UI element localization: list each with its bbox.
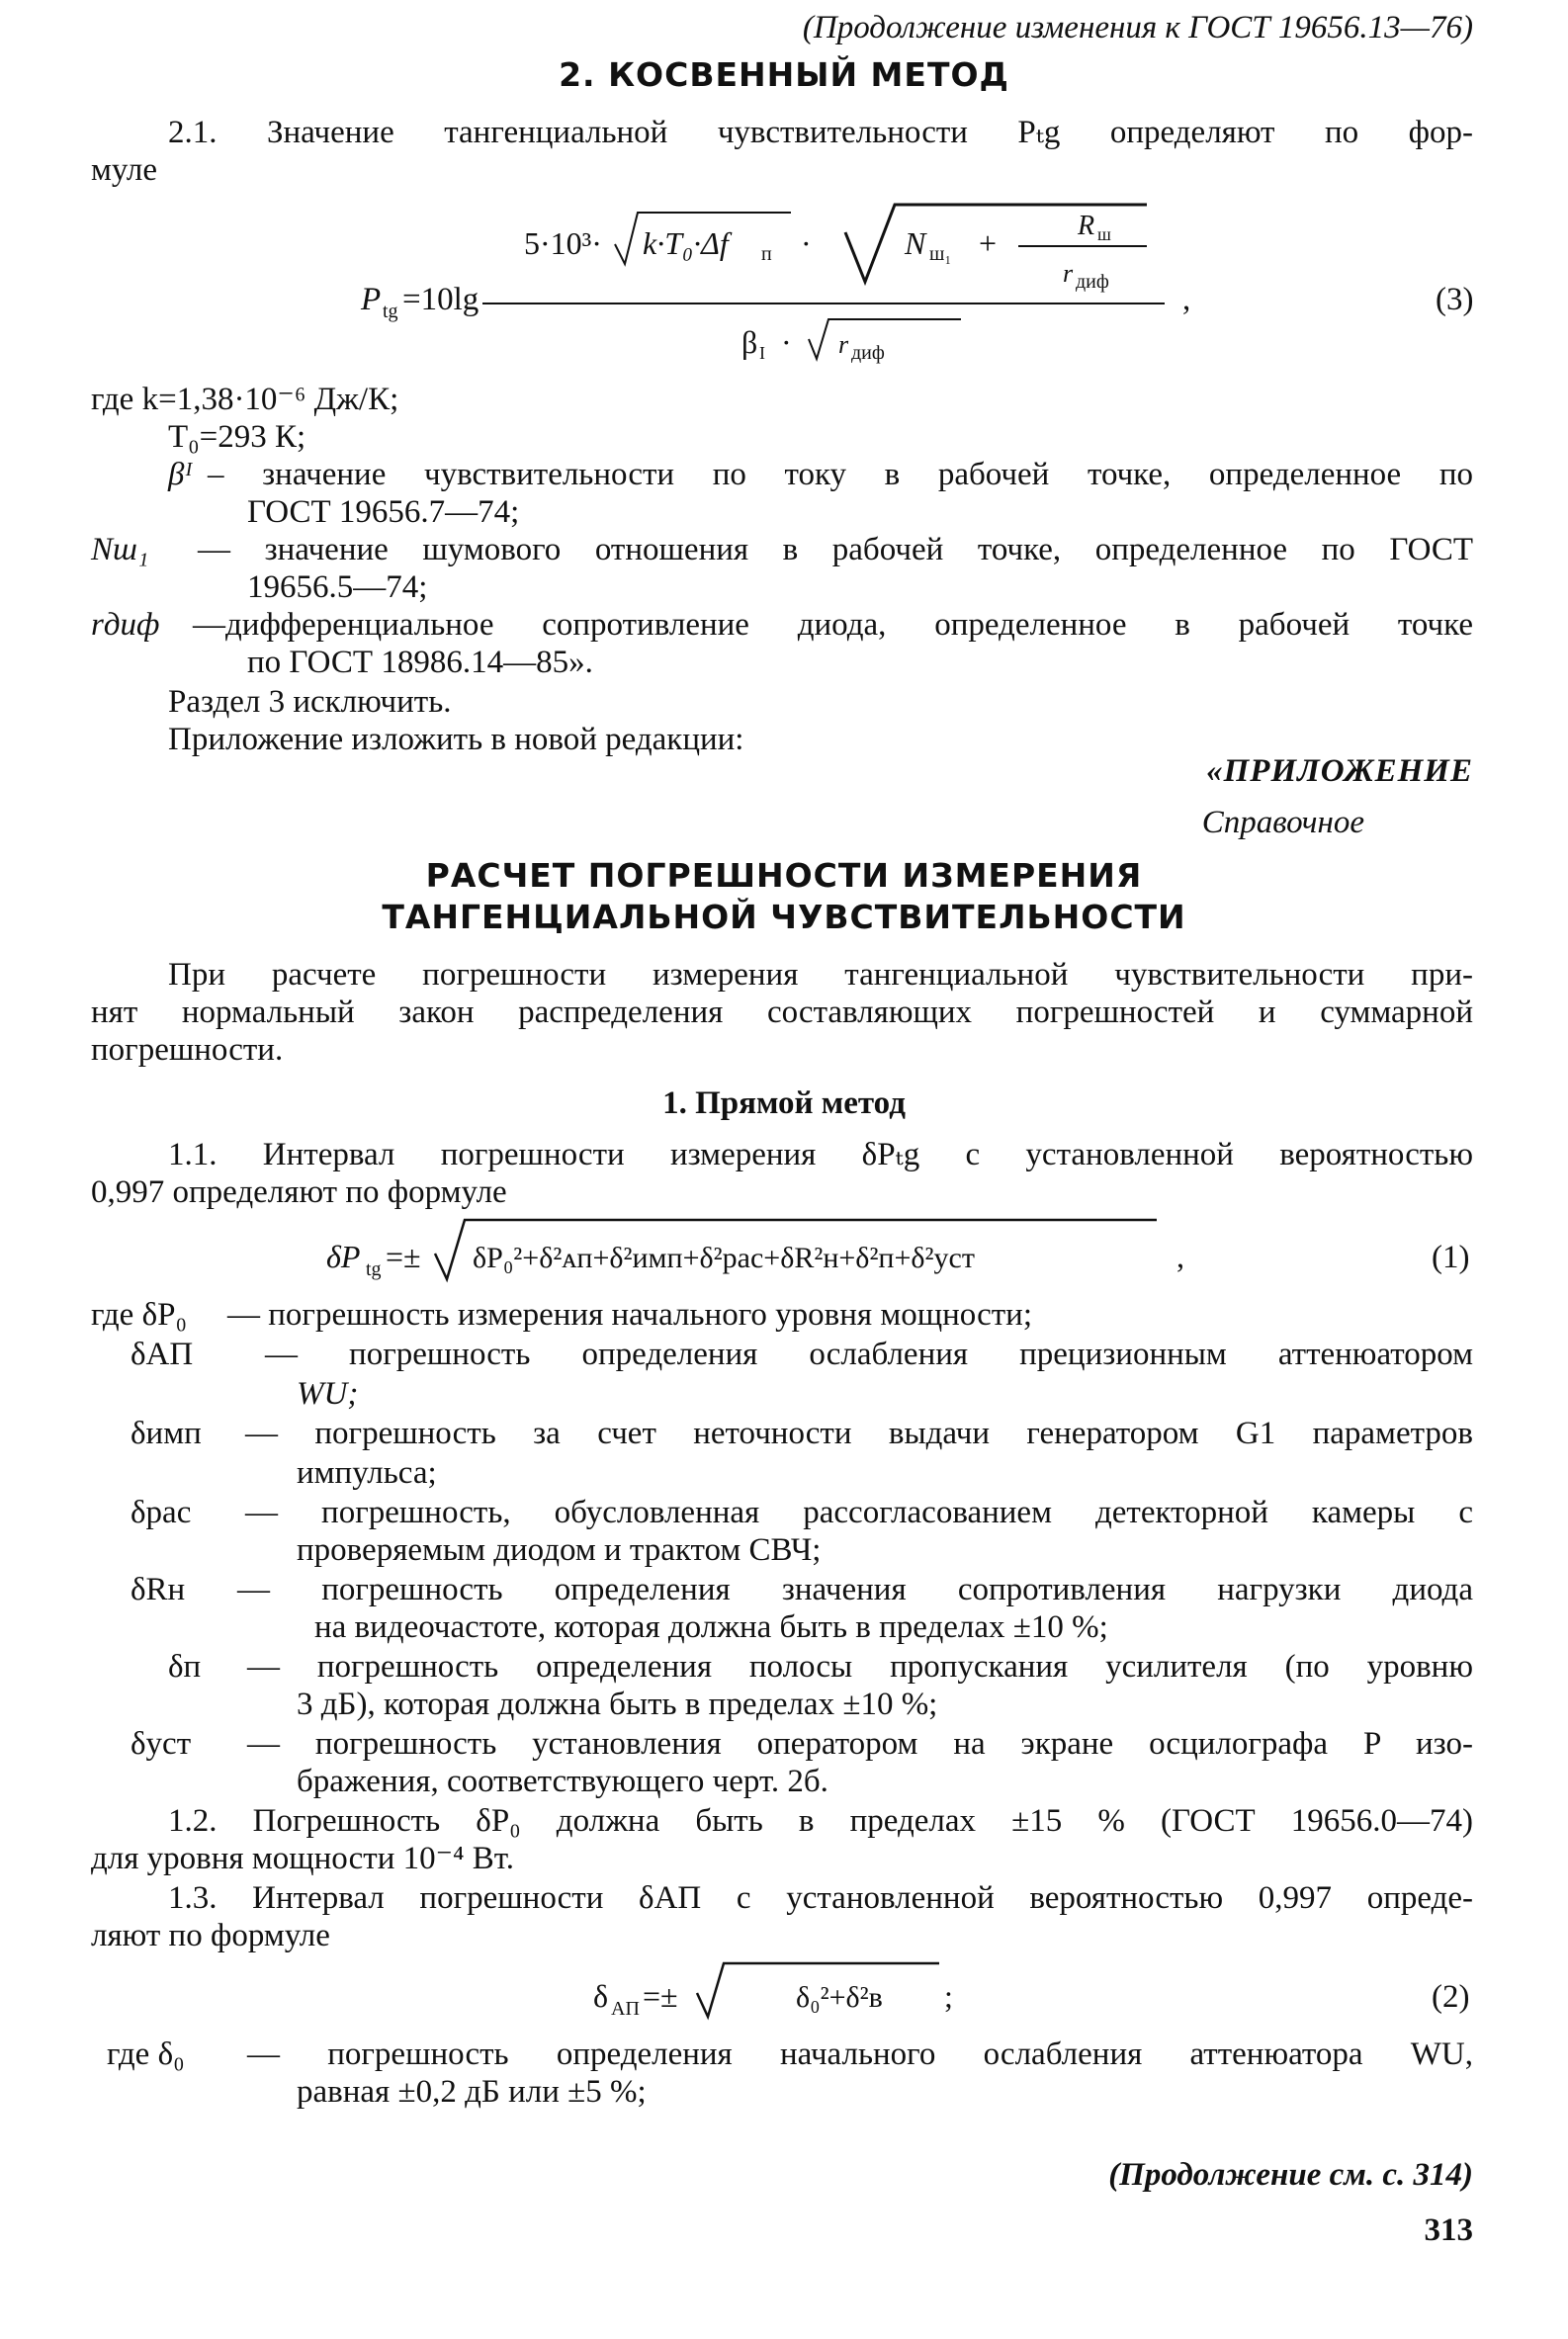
- formula-3-den: β: [741, 324, 758, 360]
- svg-text:·: ·: [801, 225, 812, 261]
- formula-3-lhs: P: [361, 282, 382, 317]
- def1-text-2-line1: — погрешность за счет неточности выдачи генератором G1 параметров: [245, 1416, 1473, 1451]
- def1-sym-2: δимп: [131, 1416, 202, 1451]
- def1-text-4-line2: на видеочастоте, которая должна быть в пределах ±10 %;: [314, 1609, 1108, 1645]
- def1-sym-1: δАП: [131, 1337, 194, 1372]
- svg-text:диф: диф: [851, 342, 885, 364]
- def-sym-n: Nш₁: [91, 532, 149, 567]
- svg-text:диф: диф: [1076, 271, 1109, 293]
- formula-3-num-N: N: [905, 225, 926, 261]
- def1-text-1-line1: — погрешность определения ослабления прецизионным аттенюатором: [265, 1337, 1473, 1372]
- def1-text-0-line1: — погрешность измерения начального уровня мощности;: [227, 1297, 1033, 1333]
- svg-text:;: ;: [944, 1978, 953, 2014]
- paragraph-1-2-line2: для уровня мощности 10⁻⁴ Вт.: [91, 1841, 514, 1876]
- section-title: 2. КОСВЕННЫЙ МЕТОД: [559, 55, 1009, 94]
- intro-line1: При расчете погрешности измерения тангенциальной чувствительности при-: [168, 957, 1473, 993]
- def2-sym: где δ₀: [107, 2036, 185, 2072]
- svg-text:,: ,: [1182, 282, 1191, 317]
- svg-text:r: r: [838, 330, 849, 359]
- def-n-line2: 19656.5—74;: [247, 569, 428, 605]
- note-appendix: Приложение изложить в новой редакции:: [168, 722, 744, 757]
- def-rdif-line2: по ГОСТ 18986.14—85».: [247, 645, 593, 680]
- running-header: (Продолжение изменения к ГОСТ 19656.13—76): [802, 10, 1473, 45]
- def2-line2: равная ±0,2 дБ или ±5 %;: [297, 2074, 647, 2110]
- def-beta-line1: – значение чувствительности по току в рабочей точке, определенное по: [208, 457, 1473, 492]
- paragraph-1-2-line1: 1.2. Погрешность δP₀ должна быть в пределах ±15 % (ГОСТ 19656.0—74): [168, 1803, 1473, 1839]
- formula-1-lhs: δP: [326, 1239, 361, 1274]
- def1-text-5-line1: — погрешность определения полосы пропускания усилителя (по уровню: [247, 1649, 1473, 1685]
- svg-text:+: +: [979, 225, 998, 261]
- svg-text:I: I: [759, 343, 765, 363]
- def-sym-beta: βᴵ: [168, 457, 194, 492]
- formula-2: [0, 1957, 1568, 2027]
- formula-1: [0, 1214, 1568, 1293]
- svg-text:,: ,: [1176, 1239, 1184, 1274]
- paragraph-1-1-line1: 1.1. Интервал погрешности измерения δPₜg с установленной вероятностью: [168, 1137, 1473, 1172]
- svg-text:tg: tg: [366, 1258, 382, 1280]
- svg-text:п: п: [761, 243, 772, 265]
- svg-text:tg: tg: [383, 301, 398, 322]
- def1-text-2-line2: импульса;: [297, 1455, 437, 1491]
- def1-sym-6: δуст: [131, 1726, 192, 1762]
- svg-text:R: R: [1078, 211, 1095, 241]
- page-number: 313: [1424, 2212, 1473, 2248]
- appendix-label: «ПРИЛОЖЕНИЕ: [1206, 753, 1473, 789]
- paragraph-1-3-line2: ляют по формуле: [91, 1918, 330, 1953]
- svg-text:·: ·: [781, 324, 792, 360]
- def1-text-1-line2: WU;: [297, 1376, 359, 1412]
- appendix-sublabel: Справочное: [1201, 805, 1364, 840]
- svg-text:=10lg: =10lg: [402, 282, 479, 317]
- appendix-title-line2: ТАНГЕНЦИАЛЬНОЙ ЧУВСТВИТЕЛЬНОСТИ: [382, 898, 1186, 936]
- def-rdif-line1: —дифференциальное сопротивление диода, определенное в рабочей точке: [193, 607, 1473, 643]
- def-beta-line2: ГОСТ 19656.7—74;: [247, 494, 520, 530]
- continuation-note: (Продолжение см. с. 314): [1108, 2157, 1473, 2193]
- def1-sym-0: где δP₀: [91, 1297, 187, 1333]
- formula-2-lhs: δ: [593, 1978, 609, 2014]
- formula-3: [0, 193, 1568, 366]
- svg-text:=±: =±: [386, 1239, 421, 1274]
- formula-3-number: (3): [1436, 282, 1474, 317]
- intro-line2: нят нормальный закон распределения составляющих погрешностей и суммарной: [91, 995, 1473, 1030]
- def1-sym-5: δп: [168, 1649, 202, 1685]
- formula-2-number: (2): [1432, 1979, 1470, 2015]
- def1-text-3-line2: проверяемым диодом и трактом СВЧ;: [297, 1532, 822, 1568]
- formula-2-radicand: δ₀²+δ²в: [796, 1981, 883, 2014]
- def1-text-3-line1: — погрешность, обусловленная рассогласованием детекторной камеры с: [245, 1495, 1473, 1530]
- svg-text:r: r: [1063, 259, 1074, 288]
- note-section3: Раздел 3 исключить.: [168, 684, 452, 720]
- formula-1-number: (1): [1432, 1240, 1470, 1275]
- where-k: где k=1,38·10⁻⁶ Дж/К;: [91, 382, 399, 417]
- formula-3-num-radicand: k·T₀·Δf: [643, 225, 729, 261]
- paragraph-1-1-line2: 0,997 определяют по формуле: [91, 1174, 507, 1210]
- appendix-title-line1: РАСЧЕТ ПОГРЕШНОСТИ ИЗМЕРЕНИЯ: [425, 856, 1143, 895]
- intro-line3: погрешности.: [91, 1032, 284, 1068]
- def-sym-rdif: rдиф: [91, 607, 160, 643]
- svg-text:ш₁: ш₁: [929, 243, 952, 265]
- def-n-line1: — значение шумового отношения в рабочей точке, определенное по ГОСТ: [198, 532, 1473, 567]
- where-t0: T₀=293 К;: [168, 419, 306, 455]
- formula-3-num-coef: 5·10³·: [524, 225, 602, 261]
- svg-text:ш: ш: [1097, 224, 1111, 244]
- def1-text-6-line2: бражения, соответствующего черт. 2б.: [297, 1764, 828, 1799]
- def1-sym-3: δрас: [131, 1495, 192, 1530]
- def1-text-4-line1: — погрешность определения значения сопротивления нагрузки диода: [237, 1572, 1473, 1607]
- paragraph-1-3-line1: 1.3. Интервал погрешности δАП с установленной вероятностью 0,997 опреде-: [168, 1880, 1473, 1916]
- def1-text-5-line2: 3 дБ), которая должна быть в пределах ±10 %;: [297, 1687, 938, 1722]
- def1-text-6-line1: — погрешность установления оператором на экране осцилографа P изо-: [247, 1726, 1473, 1762]
- def2-line1: — погрешность определения начального ослабления аттенюатора WU,: [247, 2036, 1473, 2072]
- paragraph-2-1-line2: муле: [91, 152, 158, 188]
- formula-1-radicand: δP₀²+δ²ᴀᴨ+δ²имп+δ²рас+δR²н+δ²п+δ²уст: [473, 1242, 975, 1274]
- svg-text:АП: АП: [611, 1998, 640, 2020]
- svg-text:=±: =±: [643, 1978, 678, 2014]
- def1-sym-4: δRн: [131, 1572, 186, 1607]
- subsection-direct-title: 1. Прямой метод: [662, 1085, 906, 1121]
- paragraph-2-1-line1: 2.1. Значение тангенциальной чувствительности Pₜg определяют по фор-: [168, 115, 1473, 150]
